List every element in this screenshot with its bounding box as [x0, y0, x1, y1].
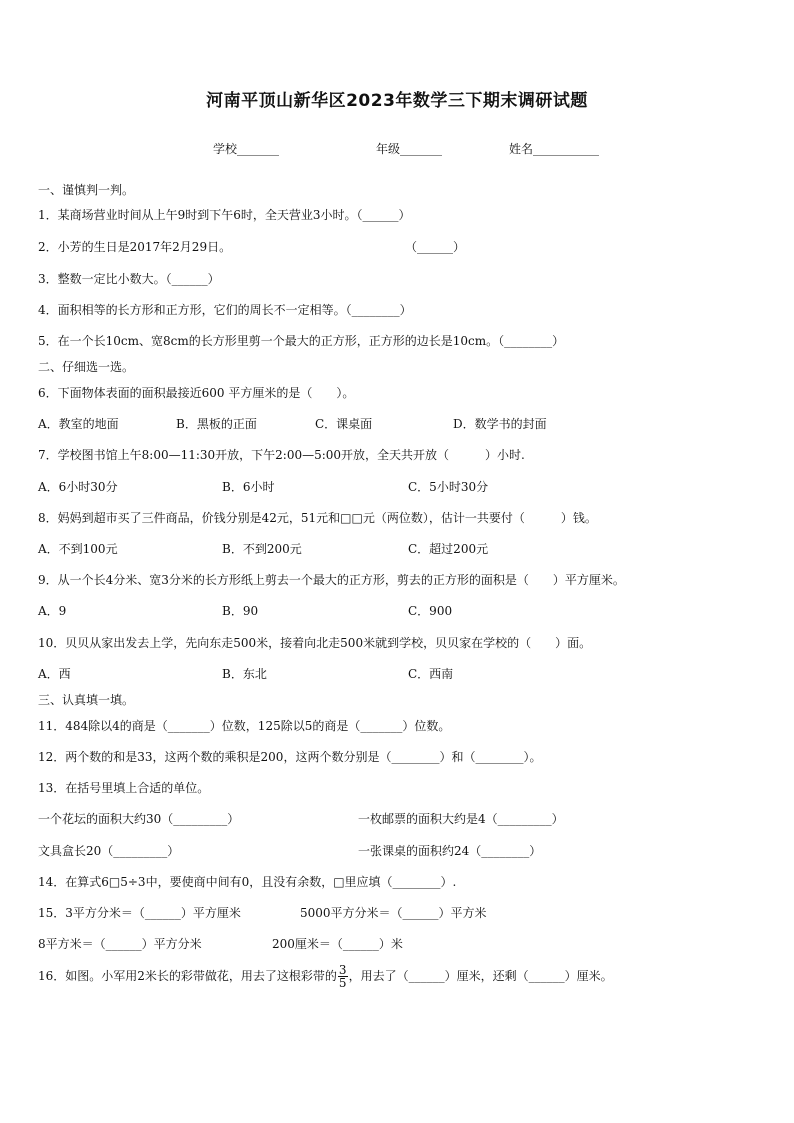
question-16	[38, 964, 613, 989]
question-9-option-c: C．900	[408, 604, 453, 618]
question-12: 12．两个数的和是33，这两个数的乘积是200，这两个数分别是（________）和（________）。	[38, 750, 542, 764]
question-8: 8．妈妈到超市买了三件商品，价钱分别是42元，51元和□□元（两位数），估计一共要付（ ）钱。	[38, 511, 597, 525]
question-4: 4．面积相等的长方形和正方形，它们的周长不一定相等。（________）	[38, 303, 412, 317]
question-1: 1．某商场营业时间从上午9时到下午6时，全天营业3小时。（______）	[38, 208, 411, 222]
question-8-option-c: C．超过200元	[408, 542, 489, 556]
question-7: 7．学校图书馆上午8:00—11:30开放，下午2:00—5:00开放，全天共开放（ ）小时.	[38, 448, 525, 462]
fraction-denominator: 5	[338, 976, 347, 990]
name-field: 姓名___________	[509, 142, 600, 156]
question-11: 11．484除以4的商是（_______）位数，125除以5的商是（_______）位数。	[38, 719, 451, 733]
question-14: 14．在算式6□5÷3中，要使商中间有0，且没有余数，□里应填（________）.	[38, 875, 457, 889]
question-9-option-a: A．9	[38, 604, 67, 618]
question-6-option-a: A．教室的地面	[38, 417, 119, 431]
question-6-option-d: D．数学书的封面	[453, 417, 547, 431]
question-6-option-c: C．课桌面	[315, 417, 373, 431]
question-8-option-a: A．不到100元	[38, 542, 118, 556]
question-13-item-d: 一张课桌的面积约24（________）	[358, 844, 542, 858]
question-7-option-c: C．5小时30分	[408, 480, 489, 494]
question-8-option-b: B．不到200元	[222, 542, 302, 556]
section-heading-2: 二、仔细选一选。	[38, 360, 135, 374]
question-10-option-b: B．东北	[222, 667, 267, 681]
question-3: 3．整数一定比小数大。（______）	[38, 272, 220, 286]
question-9: 9．从一个长4分米、宽3分米的长方形纸上剪去一个最大的正方形，剪去的正方形的面积是（ ）平方厘米。	[38, 573, 625, 587]
school-field: 学校_______	[213, 142, 280, 156]
question-6: 6．下面物体表面的面积最接近600 平方厘米的是（ ）。	[38, 386, 355, 400]
question-15-part-d: 200厘米＝（______）米	[272, 937, 403, 951]
question-10-option-a: A．西	[38, 667, 71, 681]
question-7-option-b: B．6小时	[222, 480, 275, 494]
section-heading-1: 一、谨慎判一判。	[38, 183, 135, 197]
question-15-part-a: 15．3平方分米＝（______）平方厘米	[38, 906, 241, 920]
fraction-three-fifths	[338, 964, 348, 989]
question-13: 13．在括号里填上合适的单位。	[38, 781, 210, 795]
question-13-item-c: 文具盒长20（_________）	[38, 844, 180, 858]
grade-field: 年级_______	[376, 142, 443, 156]
question-2-blank: （______）	[405, 240, 466, 254]
question-10-option-c: C．西南	[408, 667, 454, 681]
question-13-item-b: 一枚邮票的面积大约是4（_________）	[358, 812, 564, 826]
question-15-part-b: 5000平方分米＝（______）平方米	[300, 906, 487, 920]
fraction-numerator: 3	[338, 963, 347, 977]
question-5: 5．在一个长10cm、宽8cm的长方形里剪一个最大的正方形，正方形的边长是10cm。（________）	[38, 334, 565, 348]
question-9-option-b: B．90	[222, 604, 259, 618]
section-heading-3: 三、认真填一填。	[38, 693, 135, 707]
question-13-item-a: 一个花坛的面积大约30（_________）	[38, 812, 240, 826]
question-7-option-a: A．6小时30分	[38, 480, 118, 494]
page-title: 河南平顶山新华区2023年数学三下期末调研试题	[206, 91, 588, 111]
question-16-text-after: ，用去了（______）厘米，还剩（______）厘米。	[348, 969, 613, 983]
question-15-part-c: 8平方米＝（______）平方分米	[38, 937, 202, 951]
question-16-text-before: 16．如图。小军用2米长的彩带做花，用去了这根彩带的	[38, 969, 337, 983]
question-10: 10．贝贝从家出发去上学，先向东走500米，接着向北走500米就到学校，贝贝家在学校的（ ）面。	[38, 636, 592, 650]
question-6-option-b: B．黑板的正面	[176, 417, 257, 431]
question-2: 2．小芳的生日是2017年2月29日。	[38, 240, 232, 254]
